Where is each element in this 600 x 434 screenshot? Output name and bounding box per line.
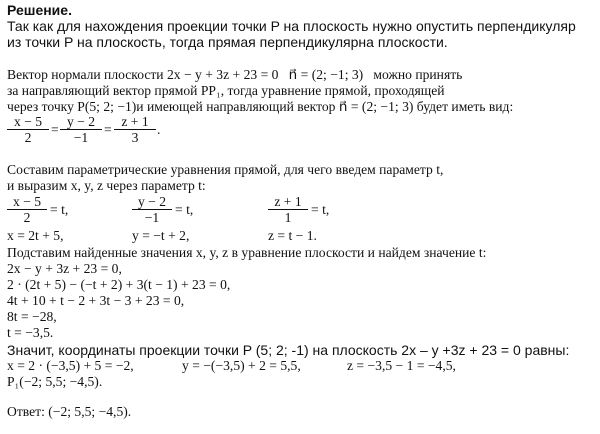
coords-p1: P₁(−2; 5,5; −4,5).: [7, 374, 103, 389]
normal-line-2: за направляющий вектор прямой PP₁, тогда уравнение прямой, проходящей: [7, 83, 445, 98]
coords-x: x = 2 · (−3,5) + 5 = −2,: [7, 358, 134, 373]
canonical-fraction-z: $\frac{z + 1}{3}$: [114, 114, 156, 145]
intro-line-1: Так как для нахождения проекции точки P на плоскость нужно опустить перпендикуляр: [7, 18, 576, 34]
canonical-equals-1: =: [51, 122, 59, 137]
param-tail-x: = t,: [50, 202, 69, 217]
subst-line-6: t = −3,5.: [7, 325, 54, 340]
subst-line-2: 2x − y + 3z + 23 = 0,: [7, 261, 122, 276]
normal-vector: n⃗ = (2; −1; 3): [288, 67, 364, 82]
param-result-y: y = −t + 2,: [132, 228, 190, 243]
canonical-fraction-y: $\frac{y - 2}{-1}$: [60, 114, 102, 145]
param-fraction-z: $\frac{z + 1}{1}$: [268, 194, 308, 225]
param-result-x: x = 2t + 5,: [7, 228, 64, 243]
param-fraction-y: $\frac{y - 2}{-1}$: [132, 194, 172, 225]
param-tail-z: = t,: [311, 202, 330, 217]
subst-line-1: Подставим найденные значения x, y, z в уравнение плоскости и найдем значение t:: [7, 245, 487, 260]
subst-line-5: 8t = −28,: [7, 309, 57, 324]
intro-line-2: из точки P на плоскость, тогда прямая перпендикулярна плоскости.: [7, 34, 448, 50]
param-fraction-x: $\frac{x - 5}{2}$: [7, 194, 47, 225]
subst-line-3: 2 · (2t + 5) − (−t + 2) + 3(t − 1) + 23 = 0,: [7, 277, 231, 292]
heading: Решение.: [7, 2, 72, 18]
param-tail-y: = t,: [175, 202, 194, 217]
subst-line-4: 4t + 10 + t − 2 + 3t − 3 + 23 = 0,: [7, 293, 185, 308]
param-line-1: Составим параметрические уравнения прямой, для чего введем параметр t,: [7, 162, 444, 177]
coords-line-1: Значит, координаты проекции точки P (5; 2; -1) на плоскость 2x – y +3z + 23 = 0 равны:: [7, 342, 570, 358]
coords-y: y = −(−3,5) + 2 = 5,5,: [182, 358, 301, 373]
canonical-equals-2: =: [104, 122, 112, 137]
param-result-z: z = t − 1.: [268, 228, 317, 243]
canonical-period: .: [157, 122, 161, 137]
answer: Ответ: (−2; 5,5; −4,5).: [7, 404, 132, 419]
coords-z: z = −3,5 − 1 = −4,5,: [347, 358, 456, 373]
normal-line-1: Вектор нормали плоскости 2x − y + 3z + 23 = 0 n⃗ = (2; −1; 3) можно принять: [7, 67, 463, 82]
param-line-2: и выразим x, y, z через параметр t:: [7, 178, 206, 193]
normal-line-3: через точку P(5; 2; −1)и имеющей направляющий вектор n⃗ = (2; −1; 3) будет иметь вид:: [7, 99, 514, 114]
canonical-fraction-x: $\frac{x - 5}{2}$: [7, 114, 49, 145]
